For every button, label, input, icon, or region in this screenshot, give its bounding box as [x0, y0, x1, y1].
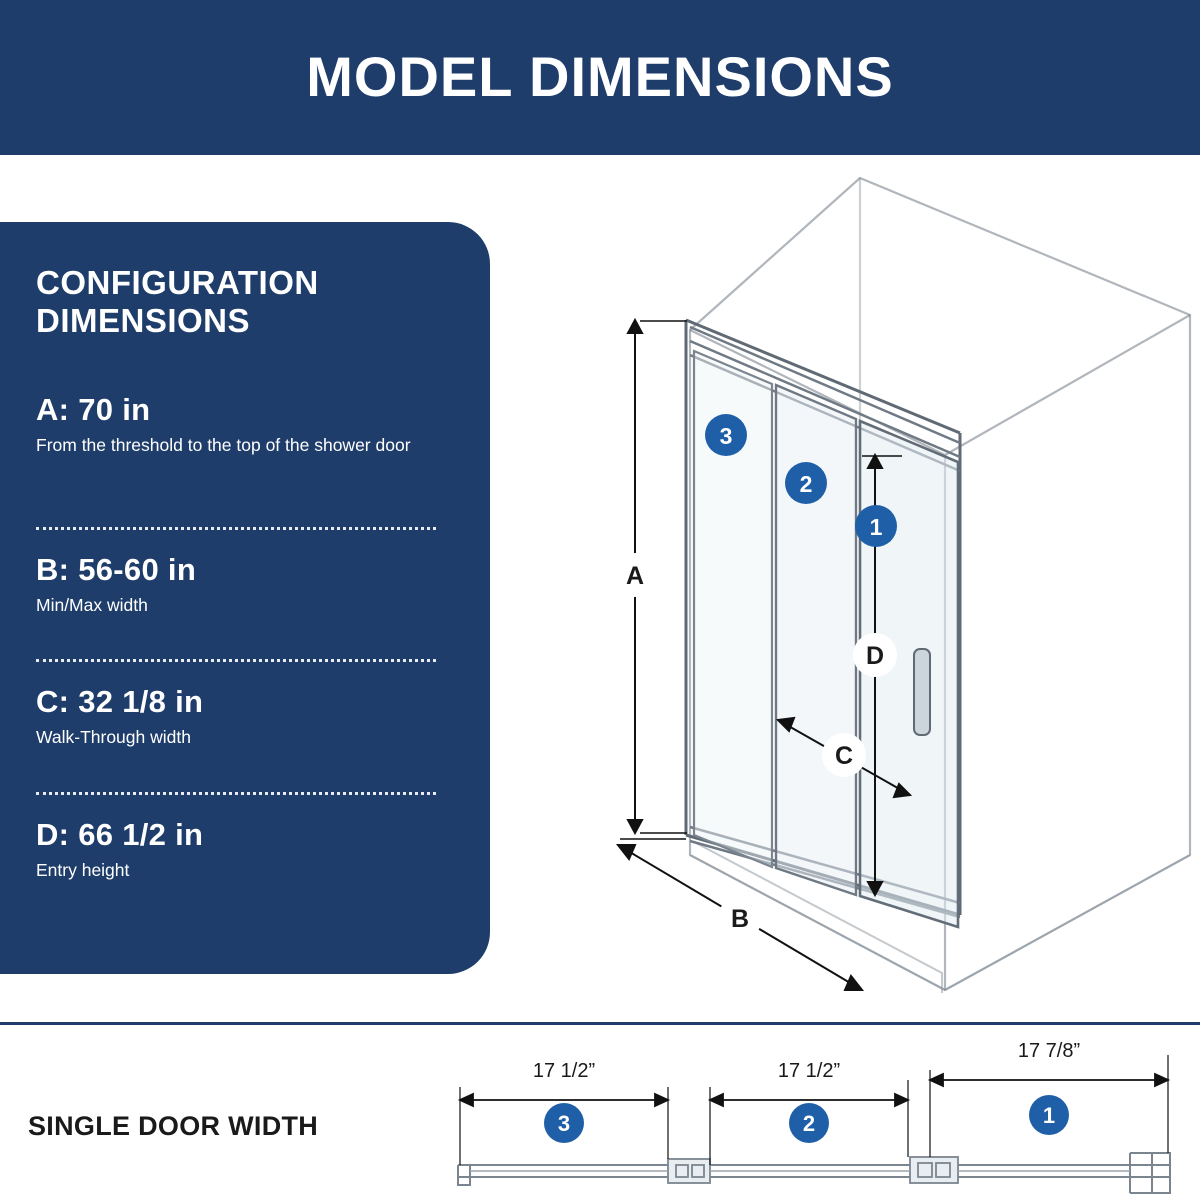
door-width-badge-3: [544, 1103, 584, 1143]
spec-b-label: B: 56-60 in: [36, 552, 197, 587]
divider-1: [36, 527, 436, 530]
dimension-label-c: C: [834, 742, 854, 770]
svg-text:3: 3: [719, 423, 733, 449]
panel-title-line-2: DIMENSIONS: [36, 301, 251, 339]
dimension-label-d: D: [865, 642, 885, 670]
svg-text:1: 1: [1042, 1103, 1056, 1128]
single-door-width-title: SINGLE DOOR WIDTH: [28, 1111, 319, 1141]
door-width-label-1: 17 7/8”: [1017, 1040, 1081, 1062]
dimension-label-a: A: [625, 562, 645, 590]
divider-3: [36, 792, 436, 795]
spec-d-description: Entry height: [36, 860, 130, 880]
spec-item-d: [36, 817, 456, 883]
single-door-width-diagram: [430, 1025, 1200, 1203]
spec-a-label: A: 70 in: [36, 392, 151, 427]
spec-c-label: C: 32 1/8 in: [36, 684, 204, 719]
spec-item-c: [36, 684, 456, 750]
spec-item-a: [36, 392, 456, 458]
panel-badge-1: [855, 505, 897, 547]
door-width-badge-1: [1029, 1095, 1069, 1135]
door-width-badge-2: [789, 1103, 829, 1143]
dimension-label-b: B: [730, 905, 750, 933]
spec-d-label: D: 66 1/2 in: [36, 817, 204, 852]
header-bar: [0, 0, 1200, 155]
divider-2: [36, 659, 436, 662]
panel-badge-2: [785, 462, 827, 504]
spec-a-description: From the threshold to the top of the shower door: [36, 435, 411, 455]
spec-item-b: [36, 552, 456, 618]
door-width-label-3: 17 1/2”: [532, 1060, 596, 1082]
door-width-label-2: 17 1/2”: [777, 1060, 841, 1082]
panel-title: [36, 264, 456, 340]
spec-b-description: Min/Max width: [36, 595, 148, 615]
svg-text:1: 1: [869, 514, 883, 540]
shower-door-diagram: [490, 155, 1200, 1035]
spec-c-description: Walk-Through width: [36, 727, 191, 747]
svg-text:3: 3: [557, 1111, 571, 1136]
page-title: MODEL DIMENSIONS: [306, 45, 894, 108]
svg-text:2: 2: [799, 471, 813, 497]
svg-text:2: 2: [802, 1111, 816, 1136]
panel-badge-3: [705, 414, 747, 456]
panel-title-line-1: CONFIGURATION: [36, 264, 319, 301]
configuration-dimensions-panel: [0, 222, 490, 974]
single-door-width-section: [0, 1022, 1200, 1203]
